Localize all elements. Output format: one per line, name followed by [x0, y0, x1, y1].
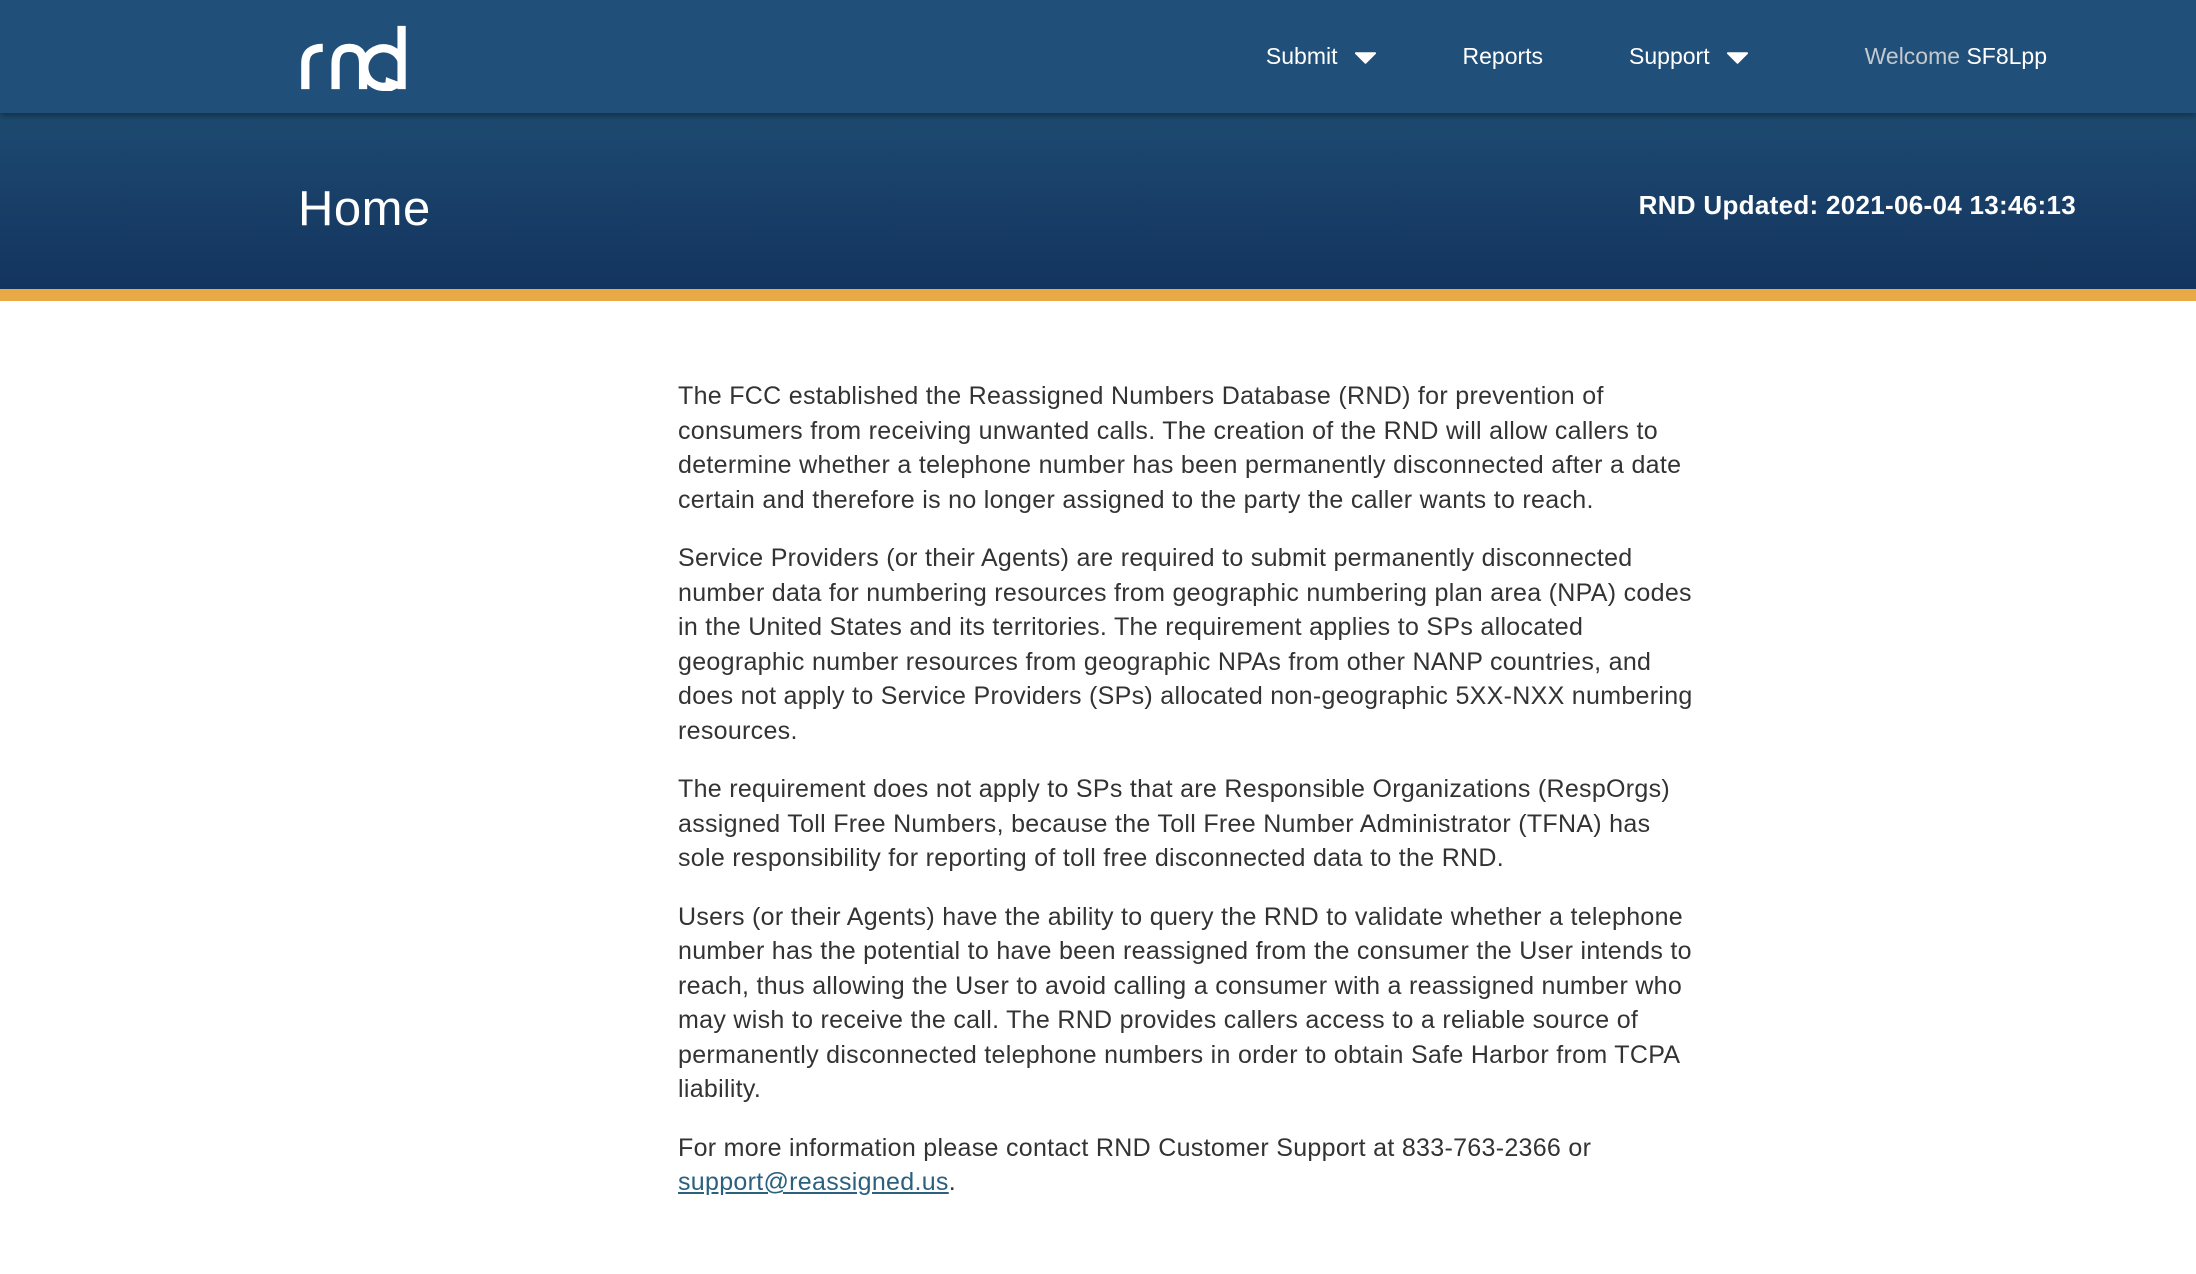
welcome-label: Welcome [1864, 43, 1961, 69]
nav-support-label: Support [1629, 43, 1710, 69]
paragraph-service-providers: Service Providers (or their Agents) are required to submit permanently disconnected number data for numbering resources from geographic numbering plan area (NPA) codes in the United States and its territories. The requirement applies to SPs allocated geographic number resources from geographic NPAs from other NANP countries, and does not apply to Service Providers (SPs) allocated non-geographic 5XX-NXX numbering resources. [678, 544, 1693, 745]
nav-reports[interactable] [1463, 43, 1544, 70]
support-email-link[interactable]: support@reassigned.us [678, 1168, 949, 1196]
rnd-updated-timestamp: RND Updated: 2021-06-04 13:46:13 [1638, 189, 2076, 220]
nav-reports-label: Reports [1462, 43, 1544, 69]
page-header [0, 113, 2196, 289]
paragraph-fcc-intro: The FCC established the Reassigned Numbers Database (RND) for prevention of consumers from receiving unwanted calls. The creation of the RND will allow callers to determine whether a telephone number has been permanently disconnected after a date certain and therefore is no longer assigned to the party the caller wants to reach. [678, 382, 1682, 514]
username: SF8Lpp [1966, 43, 2047, 69]
nav-support[interactable] [1629, 43, 1749, 70]
main-content [0, 301, 2196, 1264]
contact-text-before: For more information please contact RND Customer Support at 833-763-2366 or [678, 1133, 1592, 1162]
welcome-user [1865, 43, 2047, 70]
top-navbar [0, 0, 2196, 113]
page-title: Home [298, 182, 431, 236]
contact-text-after: . [948, 1168, 956, 1196]
nav-submit[interactable] [1266, 43, 1377, 70]
accent-divider [0, 289, 2196, 301]
rnd-logo-icon [298, 23, 419, 91]
paragraph-contact [678, 1131, 1700, 1200]
rnd-logo[interactable] [298, 23, 419, 91]
paragraph-users-query: Users (or their Agents) have the ability to query the RND to validate whether a telephone number has the potential to have been reassigned from the consumer the User intends to reach, thus allowing the User to avoid calling a consumer with a reassigned number who may wish to receive the call. The RND provides callers access to a reliable source of permanently disconnected telephone numbers in order to obtain Safe Harbor from TCPA liability. [678, 902, 1692, 1103]
paragraph-resporgs: The requirement does not apply to SPs that are Responsible Organizations (RespOrgs) assigned Toll Free Numbers, because the Toll Free Number Administrator (TFNA) has sole responsibility for reporting of toll free disconnected data to the RND. [678, 775, 1671, 872]
chevron-down-icon [1726, 52, 1749, 64]
chevron-down-icon [1354, 52, 1377, 64]
nav-links [1266, 43, 2047, 70]
nav-submit-label: Submit [1265, 43, 1338, 69]
